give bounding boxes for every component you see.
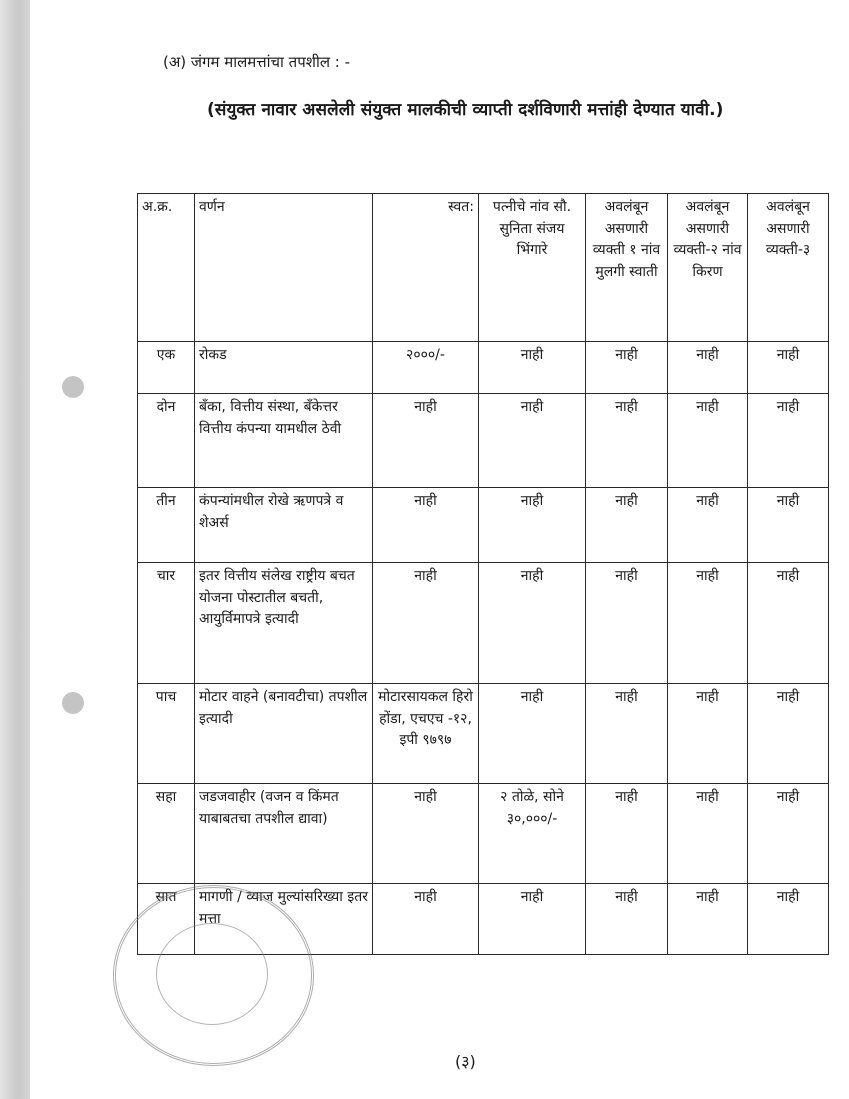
header-dependent-3: अवलंबून असणारी व्यक्ती-३ xyxy=(748,194,829,342)
cell-serial: पाच xyxy=(138,684,195,784)
cell-spouse: नाही xyxy=(479,563,586,684)
cell-description: बँका, वित्तीय संस्था, बँकेत्तर वित्तीय कंपन्या यामधील ठेवी xyxy=(195,394,373,488)
cell-spouse: नाही xyxy=(479,488,586,563)
cell-dependent-2: नाही xyxy=(668,563,748,684)
cell-description: मोटार वाहने (बनावटीचा) तपशील इत्यादी xyxy=(195,684,373,784)
cell-dependent-2: नाही xyxy=(668,342,748,394)
table-header-row xyxy=(138,194,829,342)
cell-serial: सहा xyxy=(138,784,195,884)
table-row xyxy=(138,563,829,684)
cell-description: रोकड xyxy=(195,342,373,394)
table-row xyxy=(138,784,829,884)
page-number: (३) xyxy=(455,1052,476,1071)
cell-self: नाही xyxy=(373,488,479,563)
cell-self: नाही xyxy=(373,394,479,488)
cell-serial: तीन xyxy=(138,488,195,563)
cell-dependent-3: नाही xyxy=(748,394,829,488)
cell-dependent-2: नाही xyxy=(668,684,748,784)
cell-dependent-3: नाही xyxy=(748,884,829,955)
table-row xyxy=(138,342,829,394)
cell-description: इतर वित्तीय संलेख राष्ट्रीय बचत योजना पोस्टातील बचती, आयुर्विमापत्रे इत्यादी xyxy=(195,563,373,684)
header-spouse: पत्नीचे नांव सौ. सुनिता संजय भिंगारे xyxy=(479,194,586,342)
cell-serial: सात xyxy=(138,884,195,955)
movable-assets-table xyxy=(137,193,829,955)
punch-hole xyxy=(62,692,84,714)
cell-self: मोटारसायकल हिरो होंडा, एचएच -१२, इपी ९७९७ xyxy=(373,684,479,784)
cell-dependent-3: नाही xyxy=(748,784,829,884)
cell-dependent-3: नाही xyxy=(748,488,829,563)
cell-dependent-3: नाही xyxy=(748,342,829,394)
cell-dependent-1: नाही xyxy=(586,488,668,563)
cell-dependent-2: नाही xyxy=(668,488,748,563)
table-row xyxy=(138,394,829,488)
cell-self: नाही xyxy=(373,563,479,684)
cell-dependent-1: नाही xyxy=(586,394,668,488)
section-subheading: (संयुक्त नावार असलेली संयुक्त मालकीची व्याप्ती दर्शविणारी मत्तांही देण्यात यावी.) xyxy=(207,100,724,120)
cell-serial: चार xyxy=(138,563,195,684)
cell-spouse: नाही xyxy=(479,884,586,955)
punch-hole xyxy=(62,376,84,398)
cell-spouse: नाही xyxy=(479,684,586,784)
cell-dependent-1: नाही xyxy=(586,684,668,784)
cell-spouse: नाही xyxy=(479,342,586,394)
header-dependent-2: अवलंबून असणारी व्यक्ती-२ नांव किरण xyxy=(668,194,748,342)
cell-spouse: २ तोळे, सोने ३०,०००/- xyxy=(479,784,586,884)
cell-dependent-1: नाही xyxy=(586,342,668,394)
section-heading: (अ) जंगम मालमत्तांचा तपशील : - xyxy=(163,53,350,71)
table-row xyxy=(138,488,829,563)
cell-dependent-2: नाही xyxy=(668,394,748,488)
cell-dependent-1: नाही xyxy=(586,563,668,684)
header-self: स्वत: xyxy=(373,194,479,342)
cell-serial: एक xyxy=(138,342,195,394)
table-row xyxy=(138,884,829,955)
cell-dependent-3: नाही xyxy=(748,684,829,784)
cell-self: नाही xyxy=(373,784,479,884)
cell-dependent-1: नाही xyxy=(586,884,668,955)
cell-serial: दोन xyxy=(138,394,195,488)
header-serial: अ.क्र. xyxy=(138,194,195,342)
cell-dependent-3: नाही xyxy=(748,563,829,684)
cell-description: जडजवाहीर (वजन व किंमत याबाबतचा तपशील द्यावा) xyxy=(195,784,373,884)
cell-dependent-1: नाही xyxy=(586,784,668,884)
cell-self: २०००/- xyxy=(373,342,479,394)
cell-self: नाही xyxy=(373,884,479,955)
scan-edge xyxy=(0,0,30,1099)
cell-description: मागणी / व्याज मुल्यांसरिख्या इतर मत्ता xyxy=(195,884,373,955)
cell-description: कंपन्यांमधील रोखे ऋणपत्रे व शेअर्स xyxy=(195,488,373,563)
header-dependent-1: अवलंबून असणारी व्यक्ती १ नांव मुलगी स्वाती xyxy=(586,194,668,342)
table-row xyxy=(138,684,829,784)
cell-dependent-2: नाही xyxy=(668,884,748,955)
header-description: वर्णन xyxy=(195,194,373,342)
cell-dependent-2: नाही xyxy=(668,784,748,884)
cell-spouse: नाही xyxy=(479,394,586,488)
